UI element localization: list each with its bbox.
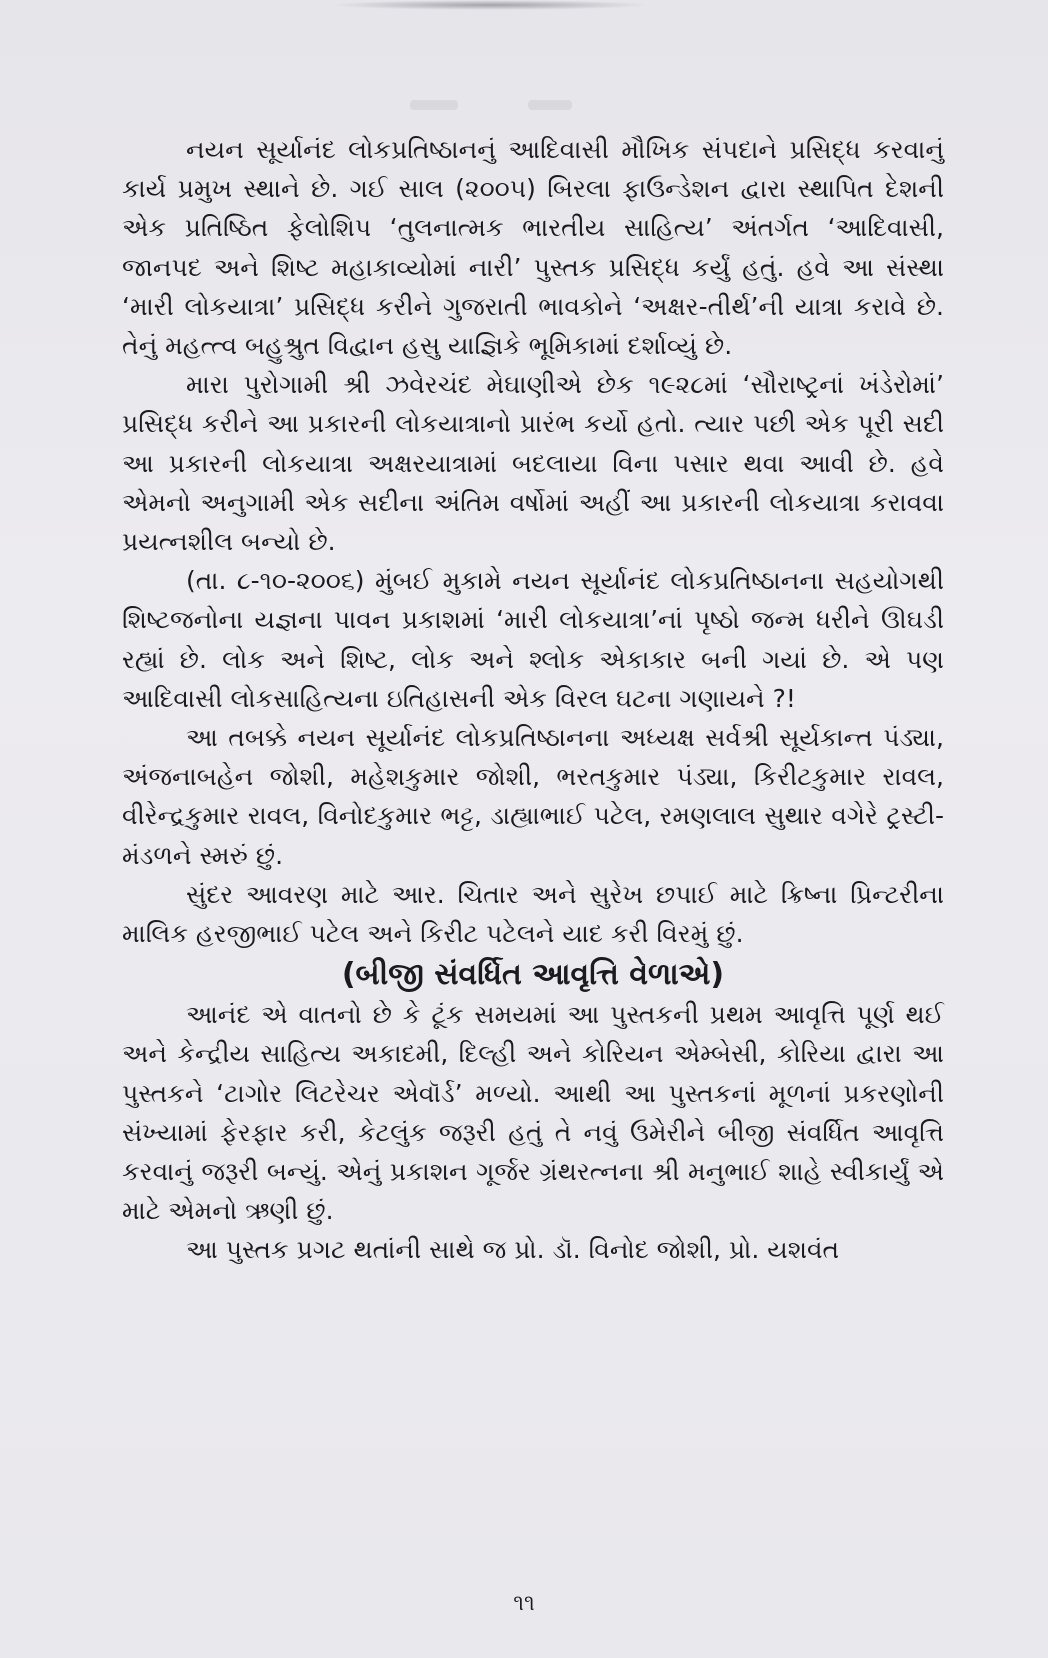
- paragraph: સુંદર આવરણ માટે આર. ચિતાર અને સુરેખ છપાઈ માટે ક્રિષ્ના પ્રિન્ટરીના માલિક હરજીભાઈ પટેલ અને કિરીટ પટેલને યાદ કરી વિરમું છું.: [122, 879, 944, 949]
- bleed-through-mark: [528, 100, 572, 110]
- page-number: ૧૧: [513, 1591, 535, 1616]
- main-text: [122, 130, 944, 1270]
- paragraph: નયન સૂર્યાનંદ લોકપ્રતિષ્ઠાનનું આદિવાસી મૌખિક સંપદાને પ્રસિદ્ધ કરવાનું કાર્ય પ્રમુખ સ્થાને છે. ગઈ સાલ (૨૦૦૫) બિરલા ફાઉન્ડેશન દ્વારા સ્થાપિત દેશની એક પ્રતિષ્ઠિત ફેલોશિપ ‘તુલનાત્મક ભારતીય સાહિત્ય’ અંતર્ગત ‘આદિવાસી, જાનપદ અને શિષ્ટ મહાકાવ્યોમાં નારી’ પુસ્તક પ્રસિદ્ધ કર્યું હતું. હવે આ સંસ્થા ‘મારી લોકયાત્રા’ પ્રસિદ્ધ કરીને ગુજરાતી ભાવકોને ‘અક્ષર-તીર્થ’ની યાત્રા કરાવે છે. તેનું મહત્ત્વ બહુશ્રુત વિદ્વાન હસુ યાજ્ઞિકે ભૂમિકામાં દર્શાવ્યું છે.: [122, 135, 944, 361]
- bleed-through-mark: [410, 100, 458, 110]
- section-heading: (બીજી સંવર્ધિત આવૃત્તિ વેળાએ): [341, 957, 725, 993]
- paragraph: આનંદ એ વાતનો છે કે ટૂંક સમયમાં આ પુસ્તકની પ્રથમ આવૃત્તિ પૂર્ણ થઈ અને કેન્દ્રીય સાહિત્ય અકાદમી, દિલ્હી અને કોરિયન એમ્બેસી, કોરિયા દ્વારા આ પુસ્તકને ‘ટાગોર લિટરેચર એવૉર્ડ’ મળ્યો. આથી આ પુસ્તકનાં મૂળનાં પ્રકરણોની સંખ્યામાં ફેરફાર કરી, કેટલુંક જરૂરી હતું તે નવું ઉમેરીને બીજી સંવર્ધિત આવૃત્તિ કરવાનું જરૂરી બન્યું. એનું પ્રકાશન ગૂર્જર ગ્રંથરત્નના શ્રી મનુભાઈ શાહે સ્વીકાર્યું એ માટે એમનો ઋણી છું.: [122, 1000, 944, 1226]
- top-binding-shadow: [330, 0, 650, 10]
- paragraph: મારા પુરોગામી શ્રી ઝવેરચંદ મેઘાણીએ છેક ૧૯૨૮માં ‘સૌરાષ્ટ્રનાં ખંડેરોમાં’ પ્રસિદ્ધ કરીને આ પ્રકારની લોકયાત્રાનો પ્રારંભ કર્યો હતો. ત્યાર પછી એક પૂરી સદી આ પ્રકારની લોકયાત્રા અક્ષરયાત્રામાં બદલાયા વિના પસાર થવા આવી છે. હવે એમનો અનુગામી એક સદીના અંતિમ વર્ષોમાં અહીં આ પ્રકારની લોકયાત્રા કરાવવા પ્રયત્નશીલ બન્યો છે.: [122, 370, 944, 557]
- paragraph: (તા. ૮-૧૦-૨૦૦૬) મુંબઈ મુકામે નયન સૂર્યાનંદ લોકપ્રતિષ્ઠાનના સહયોગથી શિષ્ટજનોના યજ્ઞના પાવન પ્રકાશમાં ‘મારી લોકયાત્રા’નાં પૃષ્ઠો જન્મ ધરીને ઊઘડી રહ્યાં છે. લોક અને શિષ્ટ, લોક અને શ્લોક એકાકાર બની ગયાં છે. એ પણ આદિવાસી લોકસાહિત્યના ઇતિહાસની એક વિરલ ઘટના ગણાયને ?!: [122, 566, 944, 713]
- paragraph: આ પુસ્તક પ્રગટ થતાંની સાથે જ પ્રો. ડૉ. વિનોદ જોશી, પ્રો. યશવંત: [186, 1235, 840, 1265]
- paragraph: આ તબક્કે નયન સૂર્યાનંદ લોકપ્રતિષ્ઠાનના અધ્યક્ષ સર્વશ્રી સૂર્યકાન્ત પંડ્યા, અંજનાબહેન જોશી, મહેશકુમાર જોશી, ભરતકુમાર પંડ્યા, કિરીટકુમાર રાવલ, વીરેન્દ્રકુમાર રાવલ, વિનોદકુમાર ભટ્ટ, ડાહ્યાભાઈ પટેલ, રમણલાલ સુથાર વગેરે ટ્રસ્ટી-મંડળને સ્મરું છું.: [122, 723, 944, 870]
